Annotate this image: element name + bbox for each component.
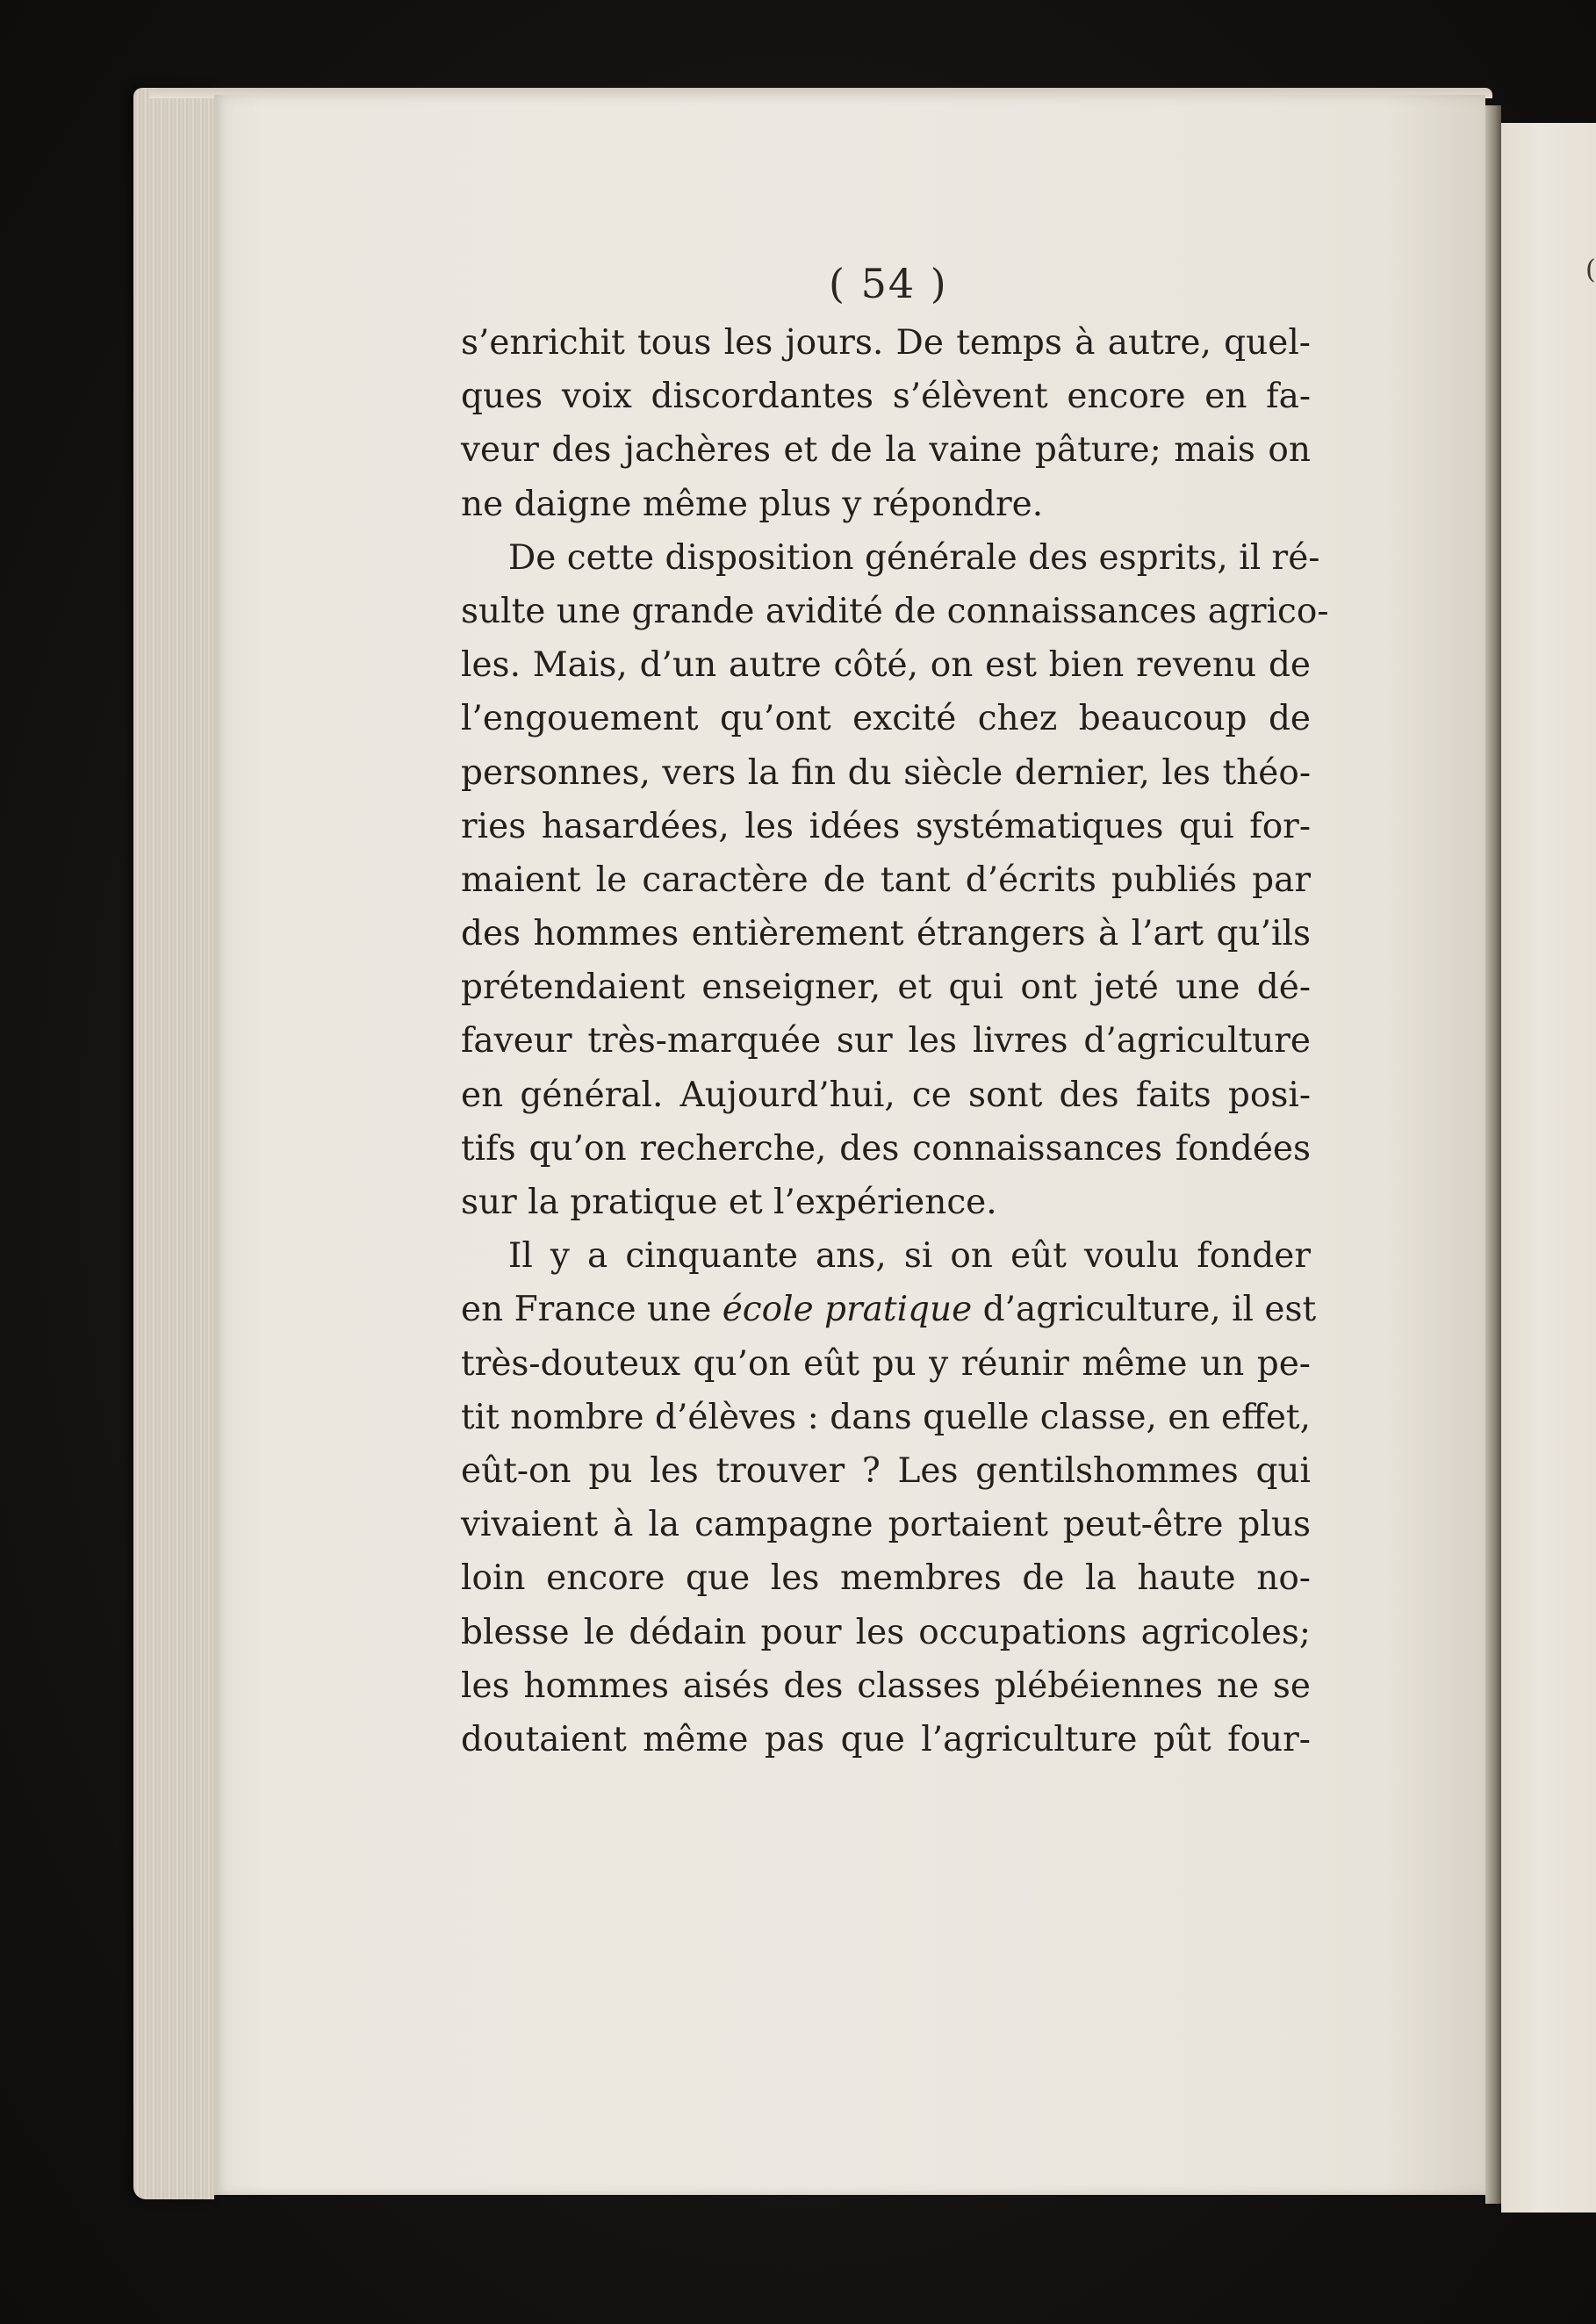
text-line: très-douteux qu’on eût pu y réunir même un pe- bbox=[461, 1343, 1311, 1384]
text-line: maient le caractère de tant d’écrits publiés par bbox=[461, 860, 1311, 900]
text-line: doutaient même pas que l’agriculture pût four- bbox=[461, 1719, 1311, 1759]
text-line: personnes, vers la fin du siècle dernier, les théo- bbox=[461, 752, 1311, 793]
text-line: ries hasardées, les idées systématiques qui for- bbox=[461, 806, 1311, 846]
book-page-edges bbox=[133, 88, 214, 2199]
facing-page-sliver bbox=[1501, 123, 1596, 2212]
italic-term: école pratique bbox=[722, 1290, 973, 1330]
page-number: ( 54 ) bbox=[829, 260, 948, 307]
text-line: De cette disposition générale des esprits, il ré- bbox=[508, 537, 1320, 578]
text-line: vivaient à la campagne portaient peut-être plus bbox=[461, 1505, 1311, 1545]
text-line: eût-on pu les trouver ? Les gentilshommes qui bbox=[461, 1450, 1311, 1491]
text-line: sulte une grande avidité de connaissances agrico- bbox=[461, 591, 1329, 631]
text-segment: d’agriculture, il est bbox=[972, 1290, 1317, 1330]
text-line: tit nombre d’élèves : dans quelle classe, en effet, bbox=[461, 1397, 1311, 1437]
text-line: Il y a cinquante ans, si on eût voulu fonder bbox=[508, 1236, 1311, 1277]
text-line: des hommes entièrement étrangers à l’art qu’ils bbox=[461, 914, 1311, 954]
text-line: l’engouement qu’ont excité chez beaucoup de bbox=[461, 699, 1311, 739]
text-segment: en France une bbox=[461, 1290, 723, 1330]
text-line: ne daigne même plus y répondre. bbox=[461, 484, 1044, 524]
text-line: veur des jachères et de la vaine pâture; mais on bbox=[461, 430, 1311, 471]
text-line: ques voix discordantes s’élèvent encore en fa- bbox=[461, 377, 1311, 417]
body-text bbox=[461, 316, 1329, 1766]
book-gutter bbox=[1485, 105, 1501, 2204]
text-line: blesse le dédain pour les occupations agricoles; bbox=[461, 1612, 1311, 1652]
text-line: s’enrichit tous les jours. De temps à autre, quel- bbox=[461, 323, 1311, 363]
text-line: les hommes aisés des classes plébéiennes ne se bbox=[461, 1666, 1311, 1706]
facing-page-mark: ( bbox=[1585, 255, 1596, 285]
text-line bbox=[461, 1283, 1317, 1336]
text-line: faveur très-marquée sur les livres d’agriculture bbox=[461, 1021, 1311, 1061]
text-line: sur la pratique et l’expérience. bbox=[461, 1183, 997, 1222]
text-line: loin encore que les membres de la haute no- bbox=[461, 1558, 1311, 1599]
text-line: en général. Aujourd’hui, ce sont des faits posi- bbox=[461, 1075, 1311, 1115]
text-line: les. Mais, d’un autre côté, on est bien revenu de bbox=[461, 645, 1311, 686]
text-line: prétendaient enseigner, et qui ont jeté une dé- bbox=[461, 968, 1311, 1008]
text-line: tifs qu’on recherche, des connaissances fondées bbox=[461, 1128, 1311, 1169]
